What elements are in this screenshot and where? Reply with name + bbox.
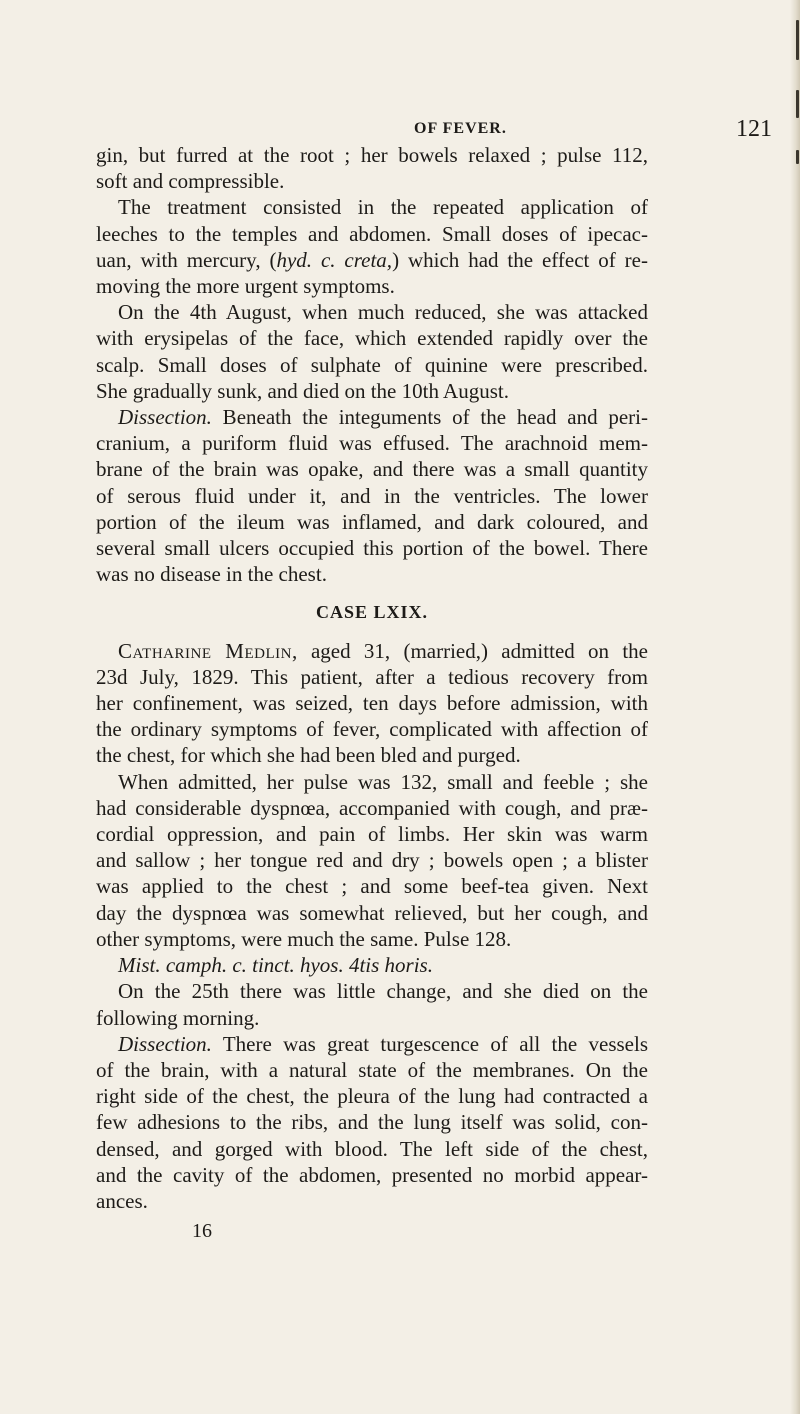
text-line: When admitted, her pulse was 132, small and feeble ; she <box>118 769 648 794</box>
paragraph <box>96 978 648 1030</box>
text-line: 23d July, 1829. This patient, after a tedious recovery from <box>96 664 648 689</box>
paragraph <box>96 404 648 587</box>
page-edge <box>790 0 800 1414</box>
text-line: ances. <box>96 1188 148 1213</box>
text-line: her confinement, was seized, ten days before admission, with <box>96 691 648 716</box>
text-line: was no disease in the chest. <box>96 562 327 587</box>
text-line: On the 4th August, when much reduced, she was attacked <box>118 300 648 325</box>
edge-mark <box>796 20 799 60</box>
text-line: the chest, for which she had been bled and purged. <box>96 743 521 768</box>
paragraph <box>96 952 648 978</box>
text-line: other symptoms, were much the same. Pulse 128. <box>96 926 512 951</box>
text-line: day the dyspnœa was somewhat relieved, but her cough, and <box>96 900 648 925</box>
text-line: moving the more urgent symptoms. <box>96 274 395 299</box>
page-number: 121 <box>736 116 772 142</box>
text-line: On the 25th there was little change, and she died on the <box>118 979 648 1004</box>
text-line: few adhesions to the ribs, and the lung itself was solid, con- <box>96 1110 648 1135</box>
text-run: uan, with mercury, <box>96 247 261 272</box>
text-run: ( <box>269 247 277 272</box>
paragraph <box>96 769 648 952</box>
text-line: and the cavity of the abdomen, presented no morbid appear- <box>96 1162 648 1187</box>
paragraph <box>96 1031 648 1214</box>
text-line: densed, and gorged with blood. The left side of the chest, <box>96 1136 648 1161</box>
text-line: following morning. <box>96 1005 260 1030</box>
text-line: the ordinary symptoms of fever, complicated with affection of <box>96 717 648 742</box>
text-line <box>96 247 648 273</box>
text-line: cordial oppression, and pain of limbs. Her skin was warm <box>96 822 648 847</box>
signature-mark: 16 <box>192 1220 212 1243</box>
text-line: brane of the brain was opake, and there was a small quantity <box>96 457 648 482</box>
text-run: Beneath the integuments of the head and peri- <box>211 405 648 430</box>
text-line <box>96 1031 648 1057</box>
text-line: cranium, a puriform fluid was effused. The arachnoid mem- <box>96 431 648 456</box>
patient-name: Catharine Medlin, <box>118 638 298 663</box>
text-run: which had the effect of re- <box>399 247 648 272</box>
edge-mark <box>796 90 799 118</box>
prescription: Mist. camph. c. tinct. hyos. 4tis horis. <box>118 953 433 978</box>
text-line: leeches to the temples and abdomen. Small doses of ipecac- <box>96 221 648 246</box>
text-line: had considerable dyspnœa, accompanied with cough, and præ- <box>96 795 648 820</box>
case-heading: CASE LXIX. <box>315 602 429 623</box>
text-line <box>96 404 648 430</box>
text-line: was applied to the chest ; and some beef-tea given. Next <box>96 874 648 899</box>
text-line: with erysipelas of the face, which extended rapidly over the <box>96 326 648 351</box>
text-line: scalp. Small doses of sulphate of quinine were prescribed. <box>96 352 648 377</box>
text-line: and sallow ; her tongue red and dry ; bowels open ; a blister <box>96 848 648 873</box>
paragraph <box>96 299 648 404</box>
section-label: Dissection. <box>118 1031 212 1056</box>
text-line: several small ulcers occupied this portion of the bowel. There <box>96 536 648 561</box>
text-line: of serous fluid under it, and in the ventricles. The lower <box>96 483 648 508</box>
text-line: She gradually sunk, and died on the 10th August. <box>96 378 509 403</box>
text-line: of the brain, with a natural state of the membranes. On the <box>96 1057 648 1082</box>
text-line: gin, but furred at the root ; her bowels relaxed ; pulse 112, <box>96 143 648 167</box>
text-run: ) <box>392 247 400 272</box>
edge-mark <box>796 150 799 164</box>
body-text <box>96 142 648 1244</box>
text-line <box>96 638 648 664</box>
text-line: portion of the ileum was inflamed, and dark coloured, and <box>96 509 648 534</box>
text-line: right side of the chest, the pleura of the lung had contracted a <box>96 1084 648 1109</box>
text-run: aged 31, (married,) admitted on the <box>297 638 648 663</box>
paragraph <box>96 638 648 769</box>
paragraph <box>96 142 648 194</box>
text-line: The treatment consisted in the repeated application of <box>118 195 648 220</box>
text-line: soft and compressible. <box>96 169 285 194</box>
running-title: OF FEVER. <box>414 120 507 137</box>
text-run: There was great turgescence of all the vessels <box>211 1031 648 1056</box>
latin-term: hyd. c. creta, <box>276 247 393 272</box>
section-label: Dissection. <box>118 405 212 430</box>
paragraph <box>96 194 648 299</box>
